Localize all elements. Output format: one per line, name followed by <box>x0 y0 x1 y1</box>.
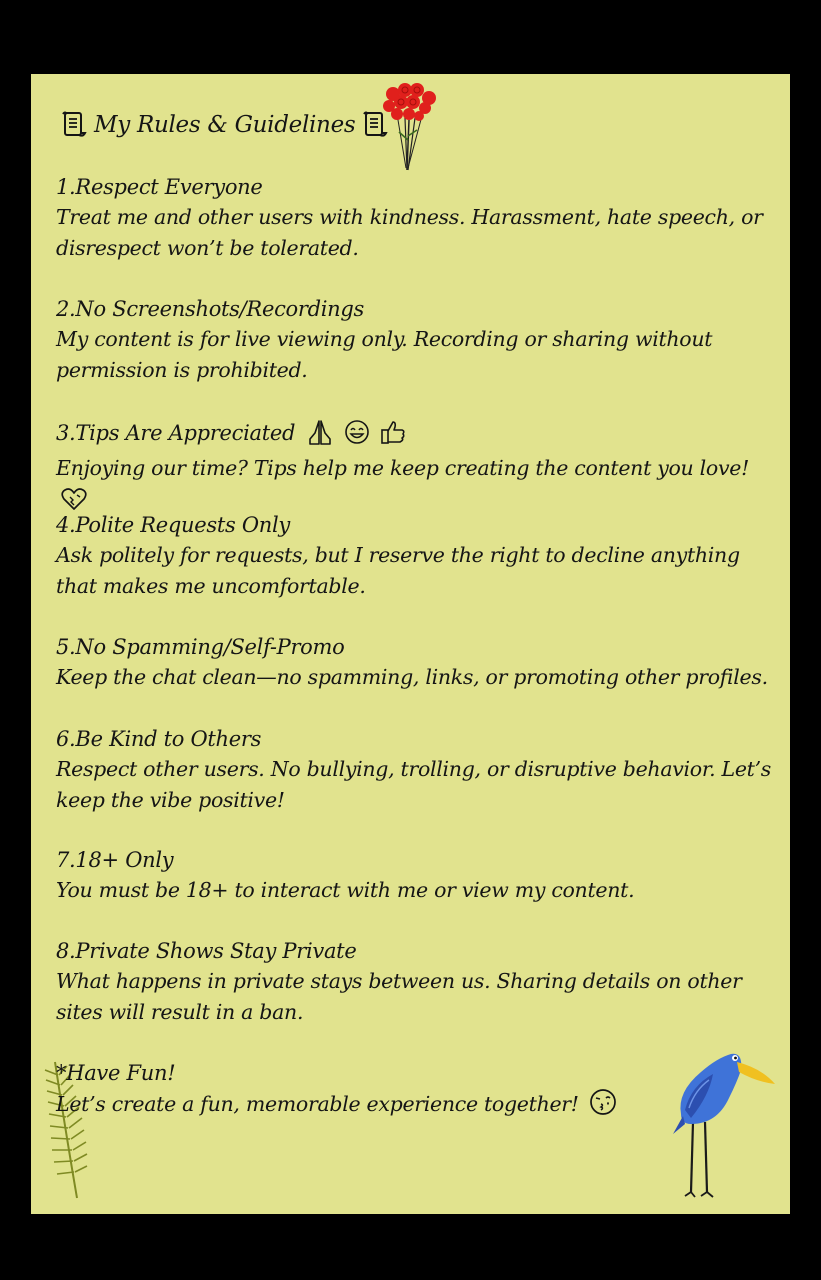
rule-2 <box>56 294 781 386</box>
smiling-face-icon <box>344 419 370 453</box>
rule-3 <box>56 418 781 520</box>
rule-6 <box>56 724 781 816</box>
red-roses-bouquet-icon <box>379 80 443 172</box>
rule-heading: 4.Polite Requests Only <box>56 513 290 537</box>
rule-heading: 1.Respect Everyone <box>56 175 263 199</box>
rule-heading: 8.Private Shows Stay Private <box>56 939 357 963</box>
rule-heading <box>56 418 781 453</box>
rule-text: You must be 18+ to interact with me or view my content. <box>56 878 635 902</box>
rule-body-text: Enjoying our time? Tips help me keep creating the content you love! <box>56 456 750 480</box>
rules-card <box>31 74 790 1214</box>
rule-5 <box>56 632 781 693</box>
blue-bird-icon <box>671 1042 781 1202</box>
rule-4 <box>56 510 781 602</box>
rule-text: Treat me and other users with kindness. Harassment, hate speech, or disrespect won’t be tolerated. <box>56 205 763 260</box>
rule-body-text: Let’s create a fun, memorable experience together! <box>56 1092 579 1116</box>
rule-heading: 5.No Spamming/Self-Promo <box>56 635 345 659</box>
rule-text: My content is for live viewing only. Recording or sharing without permission is prohibited. <box>56 327 713 382</box>
kiss-face-icon <box>589 1088 617 1125</box>
thumbs-up-icon <box>380 419 406 453</box>
rule-text: Keep the chat clean—no spamming, links, or promoting other profiles. <box>56 665 768 689</box>
rule-text: What happens in private stays between us. Sharing details on other sites will result in a ban. <box>56 969 742 1024</box>
rule-7 <box>56 845 781 906</box>
rule-heading: 2.No Screenshots/Recordings <box>56 297 365 321</box>
rule-heading: 6.Be Kind to Others <box>56 727 262 751</box>
scroll-icon <box>61 110 87 144</box>
rule-heading-text: 3.Tips Are Appreciated <box>56 421 296 445</box>
rule-1 <box>56 172 781 264</box>
rule-text: Ask politely for requests, but I reserve the right to decline anything that makes me uncomfortable. <box>56 543 740 598</box>
rule-heading: 7.18+ Only <box>56 848 174 872</box>
page-title <box>61 110 388 144</box>
folded-hands-icon <box>306 419 334 453</box>
title-text: My Rules & Guidelines <box>94 112 356 138</box>
rule-heading: *Have Fun! <box>56 1061 176 1085</box>
rule-text: Respect other users. No bullying, trolling, or disruptive behavior. Let’s keep the vibe positive! <box>56 757 772 812</box>
rule-8 <box>56 936 781 1028</box>
